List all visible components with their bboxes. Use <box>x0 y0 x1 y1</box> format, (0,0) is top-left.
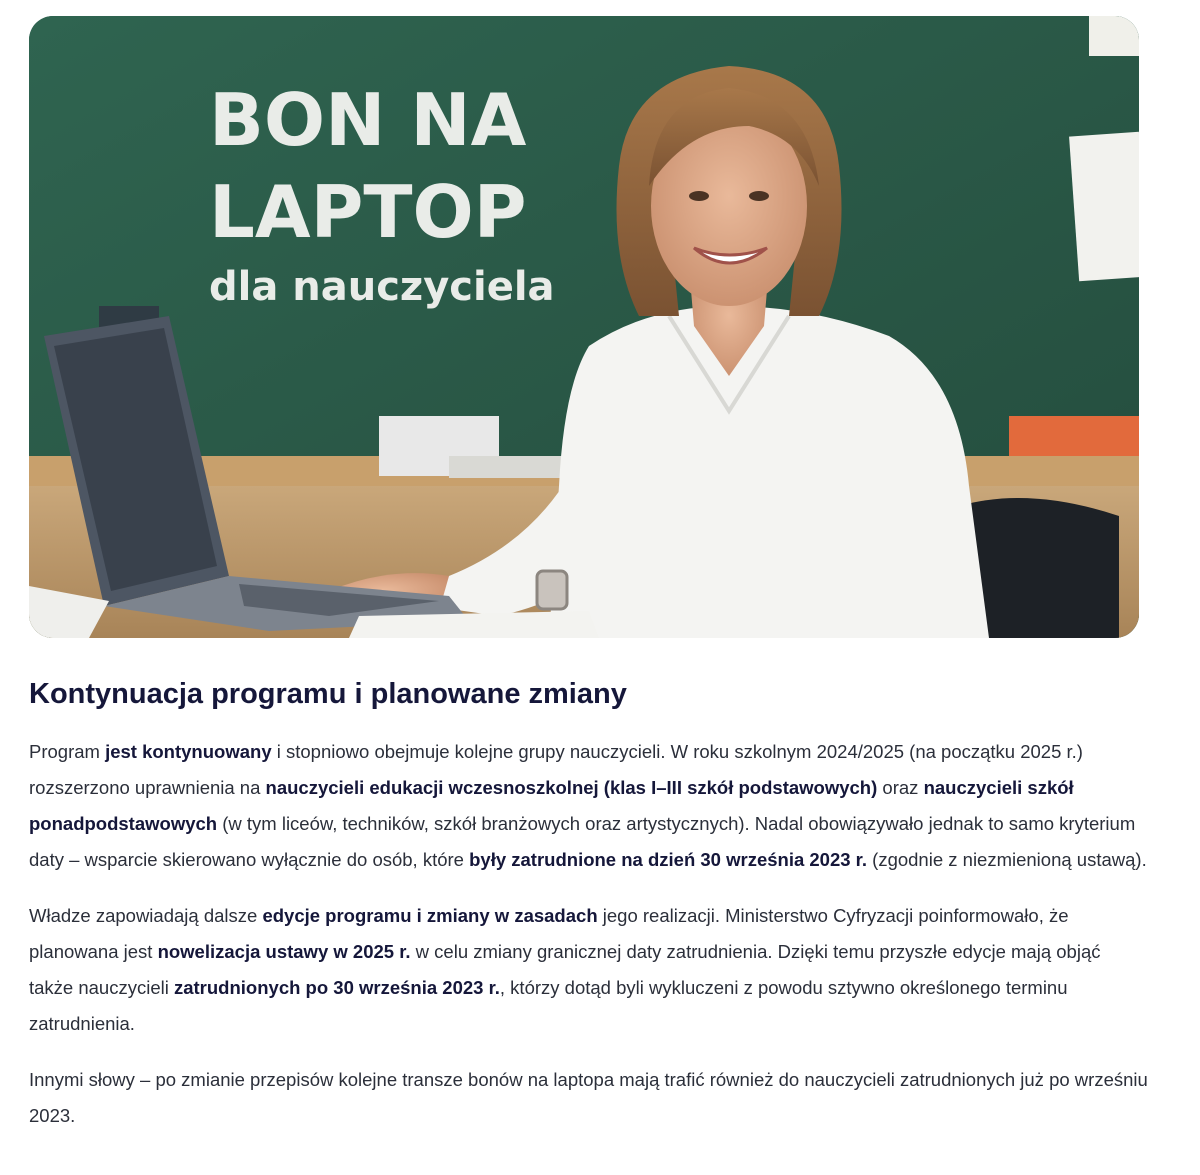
bold-text: jest kontynuowany <box>105 741 272 762</box>
text: Innymi słowy – po zmianie przepisów kolejne transze bonów na laptopa mają trafić również do nauczycieli zatrudnionych już po wrześniu 2023. <box>29 1069 1148 1126</box>
paragraph-3 <box>29 1062 1149 1134</box>
text: (zgodnie z niezmienioną ustawą). <box>867 849 1147 870</box>
text: jego realizacji. Ministerstwo Cyfryzacji poinformowało, że planowana jest <box>29 905 1069 962</box>
bold-text: edycje programu i zmiany w zasadach <box>262 905 598 926</box>
paragraph-2 <box>29 898 1149 1042</box>
paragraph-1 <box>29 734 1149 878</box>
text: (w tym liceów, techników, szkół branżowych oraz artystycznych). Nadal obowiązywało jednak to samo kryterium daty – wsparcie skierowano wyłącznie do osób, które <box>29 813 1136 870</box>
bold-text: nauczycieli edukacji wczesnoszkolnej (klas I–III szkół podstawowych) <box>265 777 878 798</box>
hero-title <box>209 74 555 316</box>
hero-illustration <box>29 16 1139 638</box>
bold-text: zatrudnionych po 30 września 2023 r. <box>173 977 500 998</box>
text: Program <box>29 741 106 762</box>
hero-title-line1: BON NA <box>209 78 527 162</box>
bold-text: były zatrudnione na dzień 30 września 2023 r. <box>469 849 868 870</box>
text: , którzy dotąd byli wykluczeni z powodu sztywno określonego terminu zatrudnienia. <box>29 977 1068 1034</box>
text: Władze zapowiadają dalsze <box>29 905 263 926</box>
text: w celu zmiany granicznej daty zatrudnienia. Dzięki temu przyszłe edycje mają objąć także nauczycieli <box>29 941 1101 998</box>
bold-text: nauczycieli szkół ponadpodstawowych <box>29 777 1074 834</box>
hero-title-line3: dla nauczyciela <box>209 264 555 310</box>
section-heading: Kontynuacja programu i planowane zmiany <box>29 678 627 710</box>
text: i stopniowo obejmuje kolejne grupy nauczycieli. W roku szkolnym 2024/2025 (na początku 2025 r.) rozszerzono uprawnienia na <box>29 741 1083 798</box>
article-body <box>29 672 1149 1154</box>
text: oraz <box>877 777 924 798</box>
hero-image <box>29 16 1139 638</box>
hero-title-line2: LAPTOP <box>209 170 527 254</box>
bold-text: nowelizacja ustawy w 2025 r. <box>157 941 411 962</box>
